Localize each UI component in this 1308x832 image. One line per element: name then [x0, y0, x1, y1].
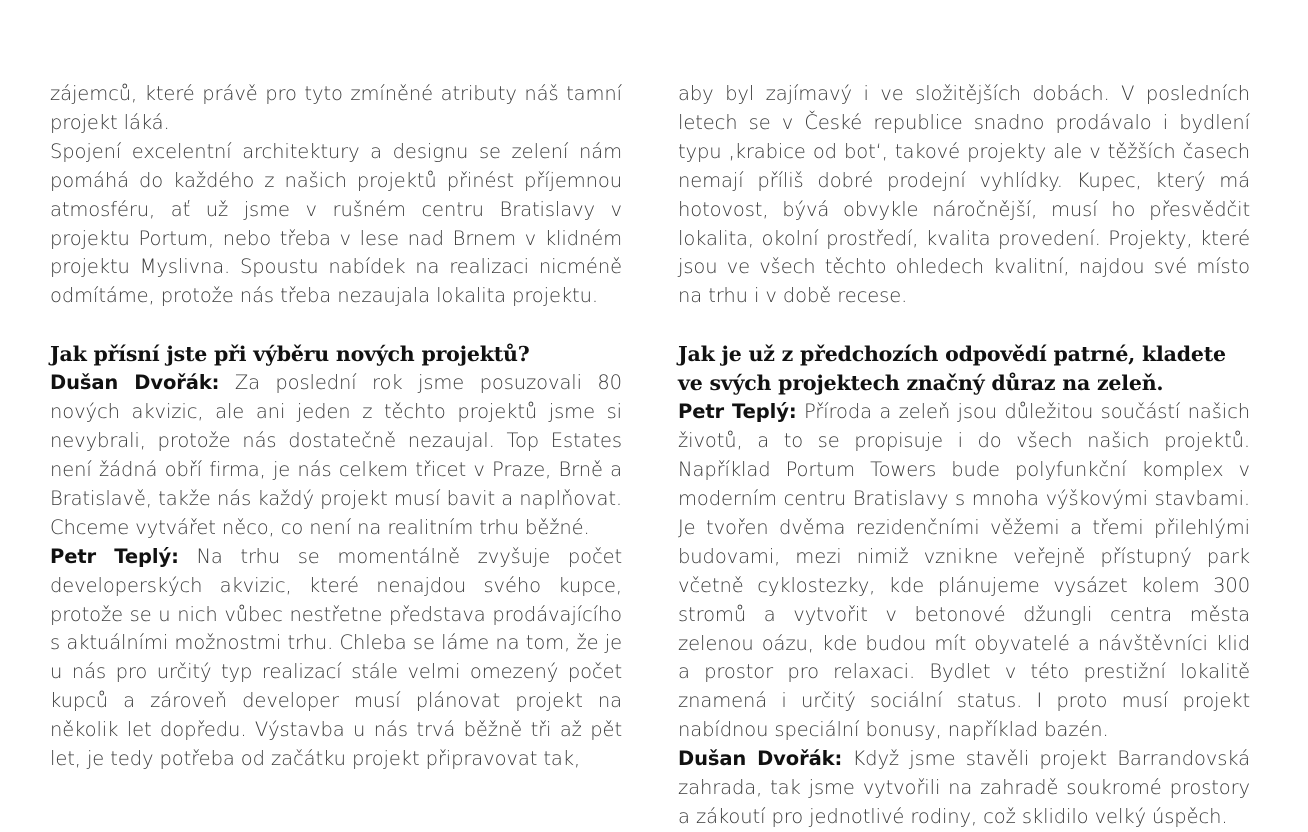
- paragraph-intro: zájemců, které právě pro tyto zmíněné atributy náš tamní projekt láká.: [50, 82, 622, 134]
- answer-teply: [50, 543, 622, 774]
- answer-text: Příroda a zeleň jsou důležitou součástí našich životů, a to se propisuje i do všech našich projektů. Například Portum Towers bude polyfunkční komplex v moderním centru Bratislavy s mnoha výškovými stavbami. Je tvořen dvěma rezidenčními věžemi a třemi přilehlými budovami, mezi nimiž vznikne veřejně přístupný park včetně cyklostezky, kde plánujeme vysázet kolem 300 stromů a vytvořit v betonové džungli centra města zelenou oázu, kde budou mít obyvatelé a návštěvníci klid a prostor pro relaxaci. Bydlet v této prestižní lokalitě znamená i určitý sociální status. I proto musí projekt nabídnou speciální bonusy, například bazén.: [678, 400, 1250, 742]
- left-column: [50, 80, 622, 774]
- question-heading-selection: Jak přísní jste při výběru nových projektů?: [50, 342, 530, 367]
- speaker-name: Petr Teplý:: [50, 544, 179, 568]
- answer-teply: [678, 398, 1250, 745]
- speaker-name: Dušan Dvořák:: [50, 371, 220, 395]
- answer-text: Na trhu se momentálně zvyšuje počet developerských akvizic, které nenajdou svého kupce, protože se u nich vůbec nestřetne představa prodávajícího s aktuálními možnostmi trhu. Chleba se láme na tom, že je u nás pro určitý typ realizací stále velmi omezený počet kupců a zároveň developer musí plánovat projekt na několik let dopředu. Výstavba u nás trvá běžně tři až pět let, je tedy potřeba od začátku projekt připravovat tak,: [50, 544, 623, 771]
- answer-dvorak: [50, 369, 622, 542]
- section-gap: [678, 311, 1250, 340]
- speaker-name: Petr Teplý:: [678, 400, 797, 424]
- answer-text: Když jsme stavěli projekt Barrandovská zahrada, tak jsme vytvořili na zahradě soukromé prostory a zákoutí pro jednotlivé rodiny, což sklidilo velký úspěch.: [678, 747, 1250, 828]
- answer-text: Za poslední rok jsme posuzovali 80 nových akvizic, ale ani jeden z těchto projektů jsme si nevybrali, protože nás dostatečně nezaujal. Top Estates není žádná obří firma, je nás celkem třicet v Praze, Brně a Bratislavě, takže nás každý projekt musí bavit a naplňovat. Chceme vytvářet něco, co není na realitním trhu běžné.: [50, 371, 622, 539]
- section-gap: [50, 311, 622, 340]
- right-column: [678, 80, 1250, 832]
- question-heading-greenery: Jak je už z předchozích odpovědí patrné, kladete ve svých projektech značný důraz na zeleň.: [678, 342, 1226, 396]
- paragraph-architecture: Spojení excelentní architektury a designu se zelení nám pomáhá do každého z našich projektů přinést příjemnou atmosféru, ať už jsme v rušném centru Bratislavy v projektu Portum, nebo třeba v lese nad Brnem v klidném projektu Myslivna. Spoustu nabídek na realizaci nicméně odmítáme, protože nás třeba nezaujala lokalita projektu.: [50, 139, 622, 308]
- speaker-name: Dušan Dvořák:: [678, 747, 843, 771]
- answer-dvorak: [678, 745, 1250, 832]
- paragraph-continuation: aby byl zajímavý i ve složitějších dobách. V posledních letech se v České republice snadno prodávalo i bydlení typu ‚krabice od bot‘, takové projekty ale v těžších časech nemají příliš dobré prodejní vyhlídky. Kupec, který má hotovost, bývá obvykle náročnější, musí ho přesvědčit lokalita, okolní prostředí, kvalita provedení. Projekty, které jsou ve všech těchto ohledech kvalitní, najdou své místo na trhu i v době recese.: [678, 82, 1250, 308]
